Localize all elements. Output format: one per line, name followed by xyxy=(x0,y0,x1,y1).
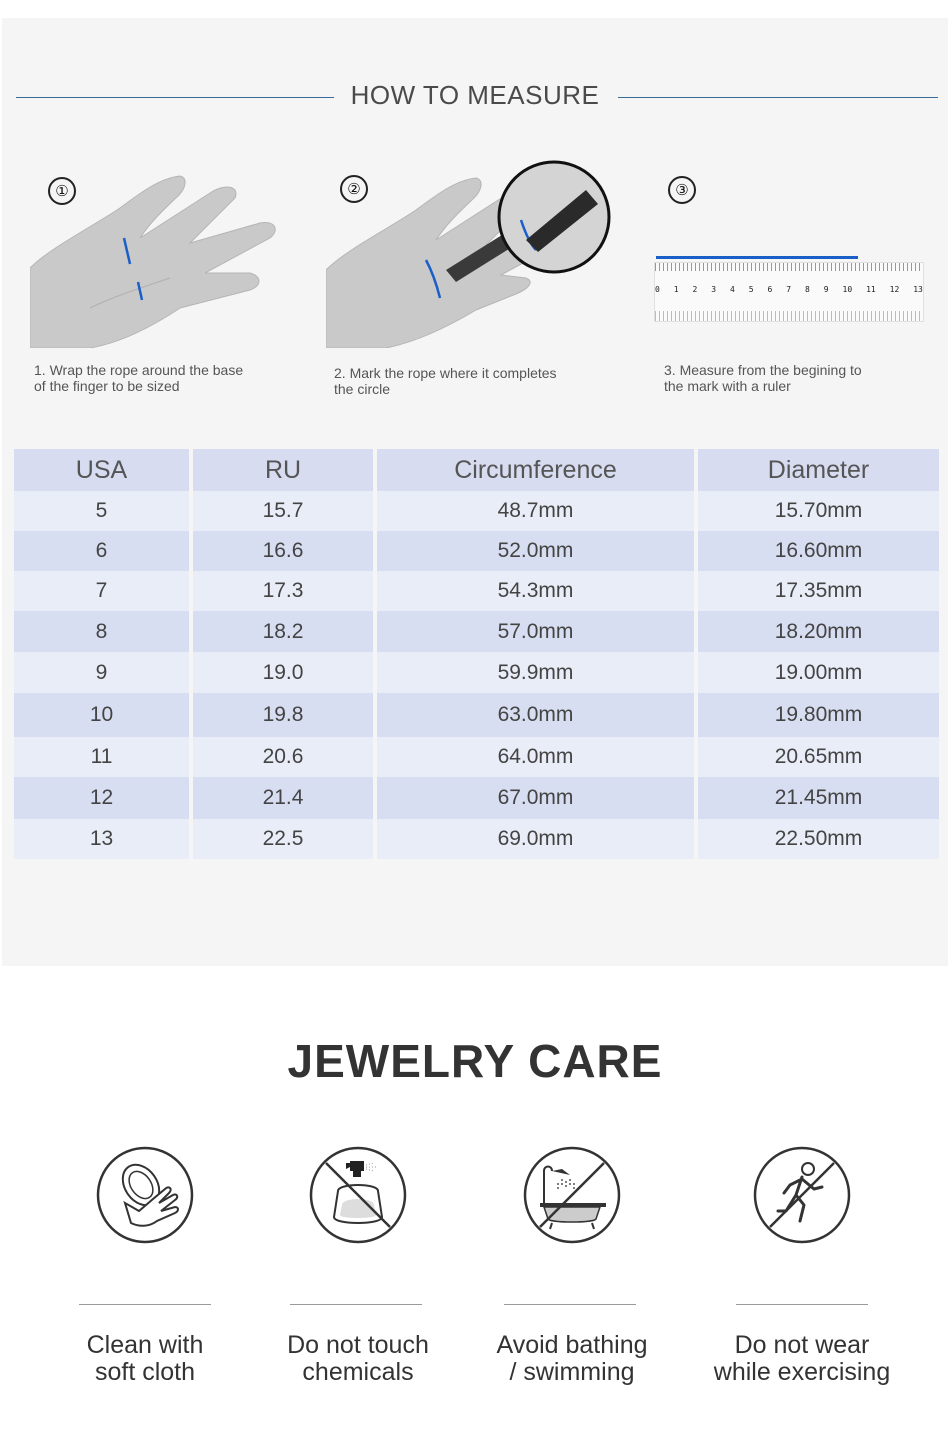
header-diameter: Diameter xyxy=(696,449,939,491)
hand-mark-illustration xyxy=(326,160,616,348)
cell-ru: 20.6 xyxy=(191,737,375,777)
header-usa: USA xyxy=(14,449,191,491)
how-to-measure-title: HOW TO MEASURE xyxy=(350,80,600,110)
cell-circumference: 63.0mm xyxy=(375,693,696,737)
care-item-chemicals xyxy=(248,1145,468,1386)
cell-ru: 21.4 xyxy=(191,777,375,819)
cell-circumference: 67.0mm xyxy=(375,777,696,819)
cell-diameter: 16.60mm xyxy=(696,531,939,571)
cell-circumference: 69.0mm xyxy=(375,819,696,859)
care-item-bathing xyxy=(462,1145,682,1386)
cell-ru: 15.7 xyxy=(191,491,375,531)
cell-usa: 13 xyxy=(14,819,191,859)
cell-usa: 11 xyxy=(14,737,191,777)
table-row xyxy=(14,491,939,531)
hand-wrap-illustration xyxy=(30,168,280,348)
care-label-line-1: Avoid bathing xyxy=(496,1331,648,1359)
cell-diameter: 18.20mm xyxy=(696,611,939,652)
step-2-number: ② xyxy=(340,175,368,203)
table-header-row xyxy=(14,449,939,491)
cell-usa: 9 xyxy=(14,652,191,693)
care-label-chemicals xyxy=(248,1332,468,1386)
ruler-numbers: 0 1 2 3 4 5 6 7 8 9 10 11 12 13 xyxy=(655,285,923,294)
table-row xyxy=(14,777,939,819)
table-row xyxy=(14,819,939,859)
table-row xyxy=(14,737,939,777)
step-1-caption-line-1: 1. Wrap the rope around the base xyxy=(34,362,244,378)
cell-diameter: 19.80mm xyxy=(696,693,939,737)
no-chemicals-icon xyxy=(308,1145,408,1245)
step-1-caption xyxy=(34,362,243,394)
step-3-caption-line-2: the mark with a ruler xyxy=(664,378,791,394)
wipe-cloth-icon xyxy=(95,1145,195,1245)
cell-circumference: 59.9mm xyxy=(375,652,696,693)
table-row xyxy=(14,571,939,611)
cell-circumference: 54.3mm xyxy=(375,571,696,611)
jewelry-care-title: JEWELRY CARE xyxy=(287,1035,663,1087)
care-label-bathing xyxy=(462,1332,682,1386)
step-2-caption-line-1: 2. Mark the rope where it completes xyxy=(334,365,557,381)
cell-usa: 7 xyxy=(14,571,191,611)
care-label-line-2: chemicals xyxy=(302,1358,414,1386)
cell-circumference: 52.0mm xyxy=(375,531,696,571)
cell-diameter: 20.65mm xyxy=(696,737,939,777)
care-item-clean xyxy=(35,1145,255,1386)
cell-diameter: 17.35mm xyxy=(696,571,939,611)
care-label-line-2: soft cloth xyxy=(94,1358,196,1386)
cell-circumference: 57.0mm xyxy=(375,611,696,652)
step-1-caption-line-2: of the finger to be sized xyxy=(34,378,180,394)
cell-ru: 17.3 xyxy=(191,571,375,611)
step-2-caption xyxy=(334,365,557,397)
cell-diameter: 15.70mm xyxy=(696,491,939,531)
cell-circumference: 48.7mm xyxy=(375,491,696,531)
ring-size-table xyxy=(14,449,939,859)
ruler-ticks xyxy=(655,263,923,271)
ruler-ticks-bottom xyxy=(655,311,923,321)
step-3-number: ③ xyxy=(668,176,696,204)
step-1-number: ① xyxy=(48,177,76,205)
care-item-exercise xyxy=(692,1145,912,1386)
care-divider xyxy=(290,1304,422,1305)
care-label-line-2: while exercising xyxy=(713,1358,891,1386)
cell-circumference: 64.0mm xyxy=(375,737,696,777)
care-label-line-1: Clean with xyxy=(86,1331,204,1359)
care-divider xyxy=(79,1304,211,1305)
cell-usa: 8 xyxy=(14,611,191,652)
no-exercise-icon xyxy=(752,1145,852,1245)
care-divider xyxy=(504,1304,636,1305)
care-label-clean xyxy=(35,1332,255,1386)
table-row xyxy=(14,693,939,737)
header-ru: RU xyxy=(191,449,375,491)
cell-diameter: 22.50mm xyxy=(696,819,939,859)
table-row xyxy=(14,611,939,652)
cell-ru: 18.2 xyxy=(191,611,375,652)
cell-usa: 10 xyxy=(14,693,191,737)
table-row xyxy=(14,531,939,571)
care-divider xyxy=(736,1304,868,1305)
cell-ru: 16.6 xyxy=(191,531,375,571)
care-label-line-1: Do not wear xyxy=(734,1331,870,1359)
care-label-line-2: / swimming xyxy=(509,1358,635,1386)
cell-diameter: 19.00mm xyxy=(696,652,939,693)
care-label-exercise xyxy=(692,1332,912,1386)
care-label-line-1: Do not touch xyxy=(287,1331,429,1359)
cell-ru: 22.5 xyxy=(191,819,375,859)
rope-on-ruler xyxy=(656,256,858,259)
step-2-caption-line-2: the circle xyxy=(334,381,391,397)
cell-usa: 5 xyxy=(14,491,191,531)
ruler-illustration xyxy=(654,262,924,322)
cell-diameter: 21.45mm xyxy=(696,777,939,819)
cell-usa: 6 xyxy=(14,531,191,571)
table-row xyxy=(14,652,939,693)
cell-usa: 12 xyxy=(14,777,191,819)
step-3-caption xyxy=(664,362,862,394)
step-3-caption-line-1: 3. Measure from the begining to xyxy=(664,362,862,378)
header-circumference: Circumference xyxy=(375,449,696,491)
cell-ru: 19.8 xyxy=(191,693,375,737)
cell-ru: 19.0 xyxy=(191,652,375,693)
no-bathing-icon xyxy=(522,1145,622,1245)
